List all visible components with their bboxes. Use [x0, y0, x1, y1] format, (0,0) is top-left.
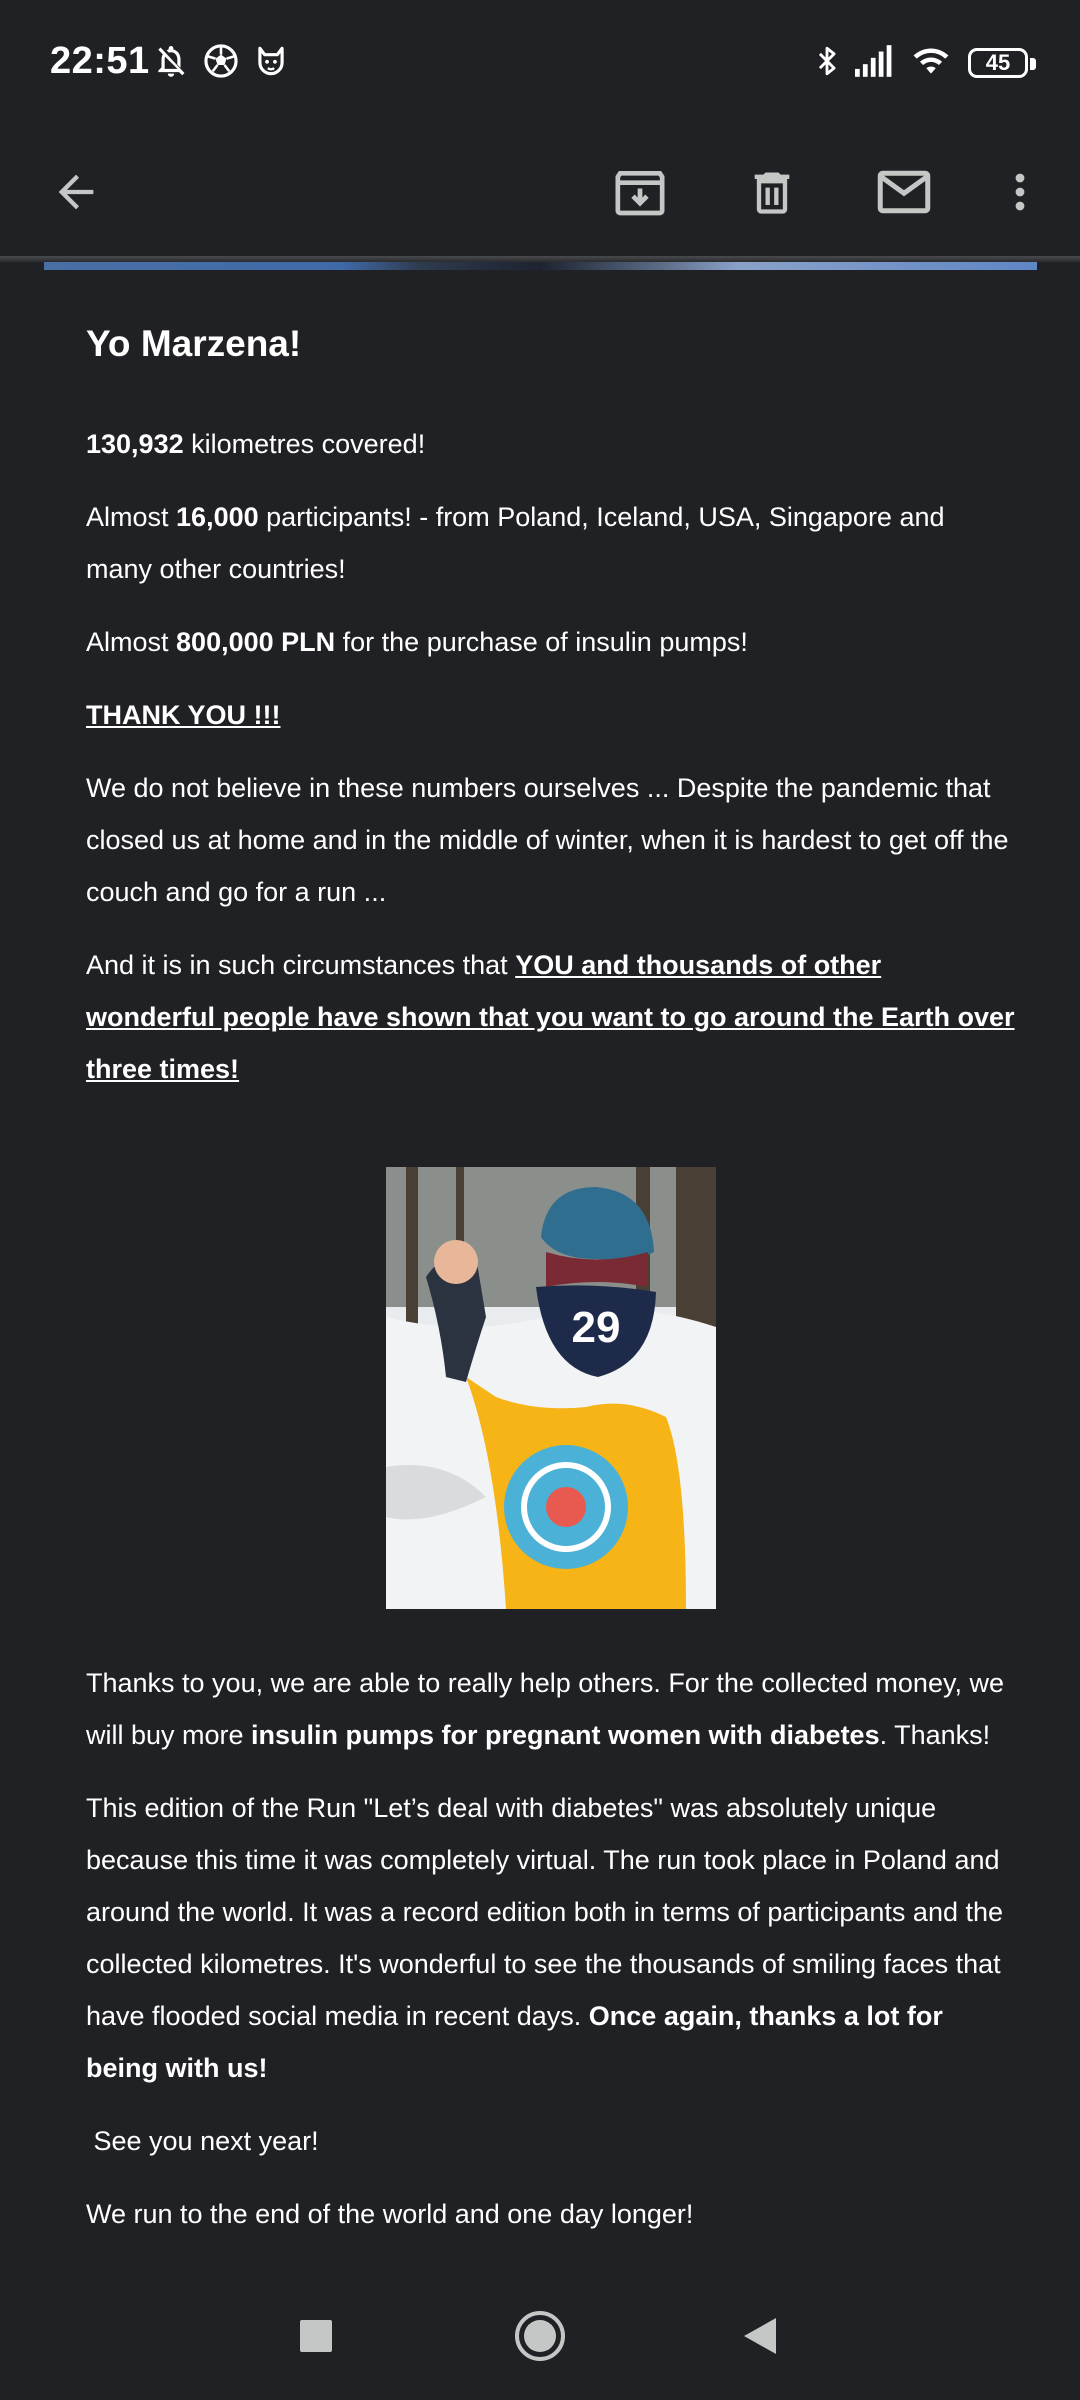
paragraph-kilometres — [86, 418, 1016, 470]
cat-mascot-icon — [252, 42, 290, 80]
funds-amount: 800,000 PLN — [176, 627, 336, 658]
status-bar — [0, 0, 1080, 128]
paragraph-end-of-world — [86, 2188, 1016, 2240]
text: . Thanks! — [879, 1720, 991, 1751]
home-button[interactable] — [508, 2304, 572, 2368]
paragraph-see-you — [86, 2115, 1016, 2167]
text: kilometres covered! — [183, 429, 426, 460]
home-circle-icon — [513, 2309, 567, 2363]
text: Almost — [86, 627, 177, 658]
paragraph-thank-you — [86, 689, 1016, 741]
clock: 22:51 — [50, 40, 150, 82]
back-arrow-icon — [50, 166, 102, 218]
battery-level: 45 — [985, 50, 1011, 75]
highlight-text: YOU and thousands of other wonderful people have shown that you want to go around the Earth over three times! — [86, 950, 1015, 1085]
more-options-button[interactable] — [980, 152, 1060, 232]
back-triangle-icon — [740, 2316, 780, 2356]
email-header-image — [44, 262, 1037, 270]
runner-photo — [386, 1167, 716, 1609]
greeting-heading: Yo Marzena! — [86, 323, 302, 364]
svg-text:29: 29 — [571, 1303, 621, 1353]
battery-icon — [968, 48, 1036, 80]
paragraph-circumstances — [86, 939, 1016, 1095]
kilometres-count: 130,932 — [86, 429, 184, 460]
insulin-pumps-text: insulin pumps for pregnant women with diabetes — [251, 1720, 880, 1751]
text: for the purchase of insulin pumps! — [335, 627, 748, 658]
bell-off-icon — [152, 42, 190, 80]
paragraph-participants — [86, 491, 1016, 595]
text: Thanks to you, we are able to really help others. For the collected money, we will buy more — [86, 1668, 1004, 1751]
email-body — [86, 300, 1016, 2334]
paragraph-funds — [86, 616, 1016, 668]
text: participants! - from Poland, Iceland, USA, Singapore and many other countries! — [86, 502, 945, 585]
email-toolbar — [0, 128, 1080, 256]
system-navigation-bar — [0, 2272, 1080, 2400]
more-vert-icon — [996, 168, 1044, 216]
recents-square-icon — [299, 2319, 333, 2353]
archive-icon — [612, 164, 668, 220]
text: Almost — [86, 502, 177, 533]
participants-count: 16,000 — [176, 502, 259, 533]
text: And it is in such circumstances that — [86, 950, 516, 981]
bluetooth-icon — [810, 42, 844, 80]
back-nav-button[interactable] — [728, 2304, 792, 2368]
thank-you-text: THANK YOU !!! — [86, 700, 281, 731]
paragraph-pandemic — [86, 762, 1016, 918]
paragraph-edition — [86, 1782, 1016, 2094]
text: We run to the end of the world and one day longer! — [86, 2199, 694, 2230]
mark-unread-button[interactable] — [864, 152, 944, 232]
archive-button[interactable] — [600, 152, 680, 232]
text: This edition of the Run "Let’s deal with diabetes" was absolutely unique because this time it was completely virtual. The run took place in Poland and around the world. It was a record edition both in terms of participants and the collected kilometres. It's wonderful to see the thousands of smiling faces that have flooded social media in recent days. — [86, 1793, 1004, 2032]
thanks-again-text: Once again, thanks a lot for being with us! — [86, 2001, 943, 2084]
wifi-icon — [908, 42, 954, 80]
trash-icon — [746, 166, 798, 218]
mark-unread-icon — [874, 162, 934, 222]
soccer-ball-icon — [202, 42, 240, 80]
paragraph-help-others — [86, 1657, 1016, 1761]
back-button[interactable] — [36, 152, 116, 232]
text: See you next year! — [86, 2126, 319, 2157]
text: We do not believe in these numbers ourselves ... Despite the pandemic that closed us at home and in the middle of winter, when it is hardest to get off the couch and go for a run ... — [86, 773, 1009, 908]
signal-icon — [852, 42, 896, 80]
delete-button[interactable] — [732, 152, 812, 232]
recents-button[interactable] — [284, 2304, 348, 2368]
